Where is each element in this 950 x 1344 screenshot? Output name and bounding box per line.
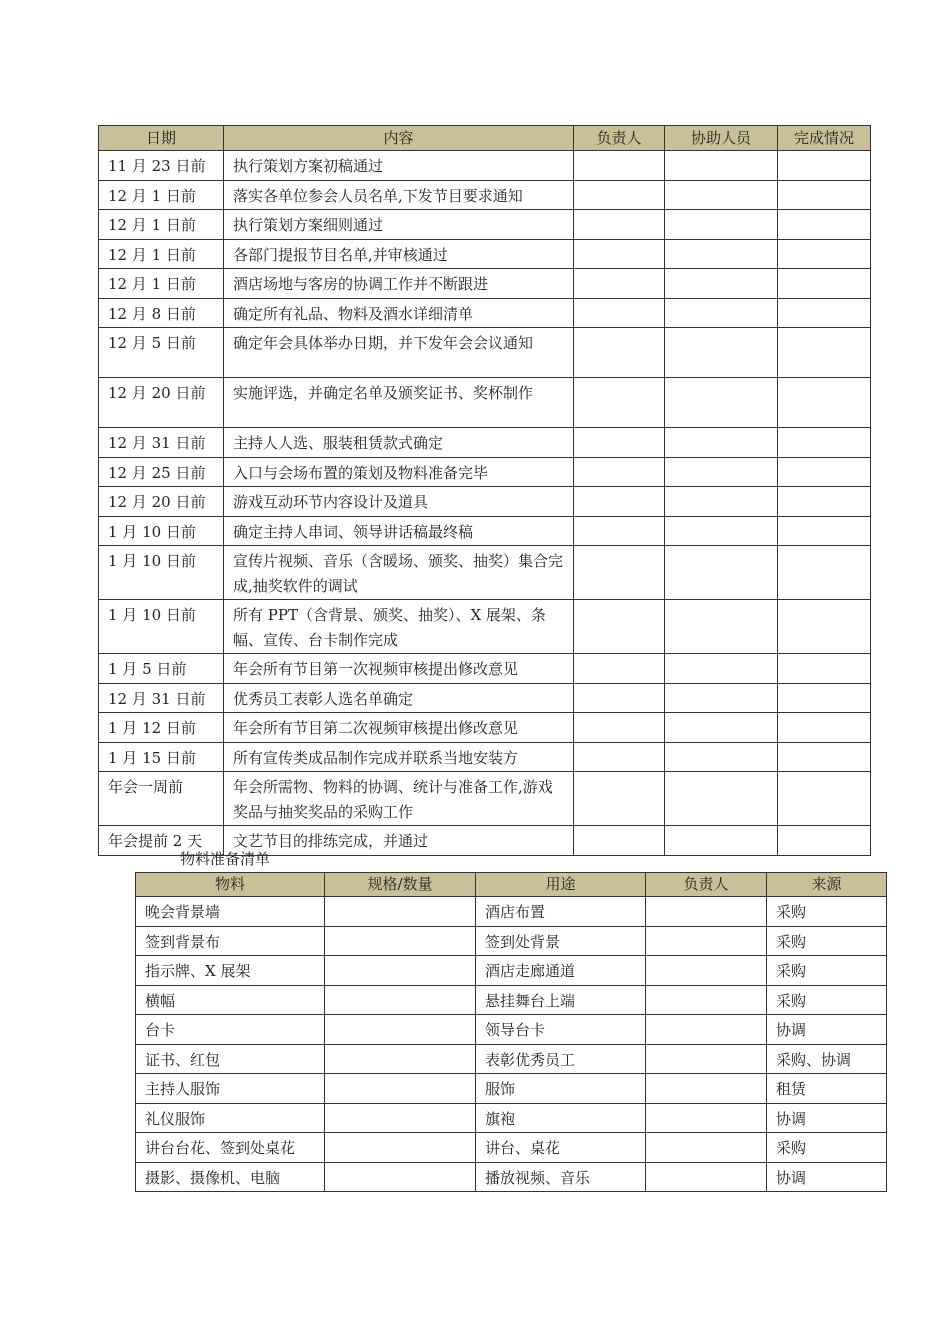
schedule-owner-cell bbox=[574, 546, 665, 600]
schedule-owner-cell bbox=[574, 457, 665, 487]
material-spec-cell bbox=[325, 1015, 476, 1045]
schedule-row bbox=[99, 328, 871, 378]
schedule-content-cell: 年会所有节目第二次视频审核提出修改意见 bbox=[224, 713, 574, 743]
schedule-assistant-cell bbox=[665, 487, 778, 517]
materials-body bbox=[136, 897, 887, 1192]
schedule-content-cell: 酒店场地与客房的协调工作并不断跟进 bbox=[224, 269, 574, 299]
schedule-date-cell: 1 月 10 日前 bbox=[99, 516, 224, 546]
material-usage-cell: 酒店布置 bbox=[476, 897, 646, 927]
material-owner-cell bbox=[646, 926, 767, 956]
material-spec-cell bbox=[325, 1044, 476, 1074]
schedule-status-cell bbox=[778, 654, 871, 684]
schedule-row bbox=[99, 487, 871, 517]
schedule-content-cell: 落实各单位参会人员名单,下发节目要求通知 bbox=[224, 180, 574, 210]
material-usage-cell: 酒店走廊通道 bbox=[476, 956, 646, 986]
materials-row bbox=[136, 1103, 887, 1133]
schedule-assistant-cell bbox=[665, 428, 778, 458]
material-source-cell: 协调 bbox=[767, 1103, 887, 1133]
schedule-content-cell: 宣传片视频、音乐（含暖场、颁奖、抽奖）集合完成,抽奖软件的调试 bbox=[224, 546, 574, 600]
schedule-content-cell: 确定所有礼品、物料及酒水详细清单 bbox=[224, 298, 574, 328]
material-source-cell: 采购、协调 bbox=[767, 1044, 887, 1074]
materials-row bbox=[136, 926, 887, 956]
schedule-status-cell bbox=[778, 378, 871, 428]
materials-row bbox=[136, 1162, 887, 1192]
schedule-owner-cell bbox=[574, 298, 665, 328]
material-item-cell: 主持人服饰 bbox=[136, 1074, 325, 1104]
schedule-owner-cell bbox=[574, 378, 665, 428]
material-owner-cell bbox=[646, 1133, 767, 1163]
material-item-cell: 指示牌、X 展架 bbox=[136, 956, 325, 986]
material-owner-cell bbox=[646, 1044, 767, 1074]
schedule-content-cell: 优秀员工表彰人选名单确定 bbox=[224, 683, 574, 713]
material-owner-cell bbox=[646, 1162, 767, 1192]
materials-row bbox=[136, 985, 887, 1015]
schedule-owner-cell bbox=[574, 654, 665, 684]
schedule-date-cell: 年会一周前 bbox=[99, 772, 224, 826]
schedule-row bbox=[99, 713, 871, 743]
schedule-date-cell: 11 月 23 日前 bbox=[99, 151, 224, 181]
material-item-cell: 讲台台花、签到处桌花 bbox=[136, 1133, 325, 1163]
schedule-row bbox=[99, 654, 871, 684]
schedule-content-cell: 确定主持人串词、领导讲话稿最终稿 bbox=[224, 516, 574, 546]
material-spec-cell bbox=[325, 897, 476, 927]
schedule-content-cell: 各部门提报节目名单,并审核通过 bbox=[224, 239, 574, 269]
header-source: 来源 bbox=[767, 873, 887, 897]
schedule-status-cell bbox=[778, 600, 871, 654]
schedule-row bbox=[99, 516, 871, 546]
schedule-assistant-cell bbox=[665, 239, 778, 269]
material-source-cell: 采购 bbox=[767, 985, 887, 1015]
schedule-status-cell bbox=[778, 298, 871, 328]
schedule-date-cell: 1 月 10 日前 bbox=[99, 600, 224, 654]
schedule-row bbox=[99, 151, 871, 181]
material-source-cell: 采购 bbox=[767, 926, 887, 956]
schedule-owner-cell bbox=[574, 487, 665, 517]
schedule-content-cell: 确定年会具体举办日期，并下发年会会议通知 bbox=[224, 328, 574, 378]
material-item-cell: 摄影、摄像机、电脑 bbox=[136, 1162, 325, 1192]
schedule-owner-cell bbox=[574, 713, 665, 743]
header-item: 物料 bbox=[136, 873, 325, 897]
material-spec-cell bbox=[325, 1074, 476, 1104]
schedule-content-cell: 所有宣传类成品制作完成并联系当地安装方 bbox=[224, 742, 574, 772]
schedule-assistant-cell bbox=[665, 742, 778, 772]
schedule-assistant-cell bbox=[665, 210, 778, 240]
schedule-date-cell: 1 月 5 日前 bbox=[99, 654, 224, 684]
material-source-cell: 租赁 bbox=[767, 1074, 887, 1104]
schedule-content-cell: 执行策划方案初稿通过 bbox=[224, 151, 574, 181]
schedule-status-cell bbox=[778, 487, 871, 517]
schedule-assistant-cell bbox=[665, 457, 778, 487]
schedule-owner-cell bbox=[574, 151, 665, 181]
schedule-status-cell bbox=[778, 210, 871, 240]
schedule-date-cell: 12 月 8 日前 bbox=[99, 298, 224, 328]
materials-title: 物料准备清单 bbox=[180, 850, 271, 868]
schedule-date-cell: 1 月 12 日前 bbox=[99, 713, 224, 743]
schedule-assistant-cell bbox=[665, 298, 778, 328]
schedule-owner-cell bbox=[574, 516, 665, 546]
material-owner-cell bbox=[646, 985, 767, 1015]
schedule-row bbox=[99, 457, 871, 487]
schedule-row bbox=[99, 600, 871, 654]
schedule-date-cell: 12 月 1 日前 bbox=[99, 180, 224, 210]
material-item-cell: 签到背景布 bbox=[136, 926, 325, 956]
schedule-row bbox=[99, 742, 871, 772]
material-usage-cell: 表彰优秀员工 bbox=[476, 1044, 646, 1074]
schedule-assistant-cell bbox=[665, 180, 778, 210]
material-item-cell: 横幅 bbox=[136, 985, 325, 1015]
material-spec-cell bbox=[325, 926, 476, 956]
material-item-cell: 台卡 bbox=[136, 1015, 325, 1045]
material-source-cell: 采购 bbox=[767, 897, 887, 927]
schedule-status-cell bbox=[778, 713, 871, 743]
schedule-date-cell: 1 月 10 日前 bbox=[99, 546, 224, 600]
material-source-cell: 采购 bbox=[767, 1133, 887, 1163]
schedule-date-cell: 12 月 20 日前 bbox=[99, 487, 224, 517]
schedule-owner-cell bbox=[574, 328, 665, 378]
material-usage-cell: 悬挂舞台上端 bbox=[476, 985, 646, 1015]
schedule-status-cell bbox=[778, 239, 871, 269]
schedule-row bbox=[99, 428, 871, 458]
material-owner-cell bbox=[646, 897, 767, 927]
schedule-date-cell: 12 月 1 日前 bbox=[99, 210, 224, 240]
schedule-assistant-cell bbox=[665, 516, 778, 546]
schedule-row bbox=[99, 269, 871, 299]
schedule-row bbox=[99, 180, 871, 210]
header-spec: 规格/数量 bbox=[325, 873, 476, 897]
materials-row bbox=[136, 1133, 887, 1163]
schedule-table bbox=[98, 125, 871, 856]
material-usage-cell: 领导台卡 bbox=[476, 1015, 646, 1045]
schedule-status-cell bbox=[778, 269, 871, 299]
material-source-cell: 采购 bbox=[767, 956, 887, 986]
schedule-row bbox=[99, 683, 871, 713]
schedule-date-cell: 12 月 1 日前 bbox=[99, 269, 224, 299]
header-usage: 用途 bbox=[476, 873, 646, 897]
material-usage-cell: 播放视频、音乐 bbox=[476, 1162, 646, 1192]
schedule-content-cell: 文艺节目的排练完成，并通过 bbox=[224, 826, 574, 856]
material-spec-cell bbox=[325, 1103, 476, 1133]
schedule-assistant-cell bbox=[665, 683, 778, 713]
schedule-status-cell bbox=[778, 546, 871, 600]
materials-row bbox=[136, 1015, 887, 1045]
schedule-body bbox=[99, 151, 871, 856]
material-source-cell: 协调 bbox=[767, 1162, 887, 1192]
header-status: 完成情况 bbox=[778, 126, 871, 151]
schedule-content-cell: 所有 PPT（含背景、颁奖、抽奖）、X 展架、条幅、宣传、台卡制作完成 bbox=[224, 600, 574, 654]
schedule-assistant-cell bbox=[665, 269, 778, 299]
schedule-owner-cell bbox=[574, 772, 665, 826]
schedule-content-cell: 执行策划方案细则通过 bbox=[224, 210, 574, 240]
schedule-row bbox=[99, 210, 871, 240]
schedule-content-cell: 入口与会场布置的策划及物料准备完毕 bbox=[224, 457, 574, 487]
schedule-status-cell bbox=[778, 516, 871, 546]
material-owner-cell bbox=[646, 1015, 767, 1045]
schedule-owner-cell bbox=[574, 239, 665, 269]
schedule-assistant-cell bbox=[665, 378, 778, 428]
schedule-content-cell: 实施评选，并确定名单及颁奖证书、奖杯制作 bbox=[224, 378, 574, 428]
material-item-cell: 证书、红包 bbox=[136, 1044, 325, 1074]
materials-table bbox=[135, 872, 887, 1192]
material-spec-cell bbox=[325, 985, 476, 1015]
header-content: 内容 bbox=[224, 126, 574, 151]
material-owner-cell bbox=[646, 956, 767, 986]
schedule-status-cell bbox=[778, 742, 871, 772]
material-spec-cell bbox=[325, 1133, 476, 1163]
schedule-status-cell bbox=[778, 328, 871, 378]
material-usage-cell: 讲台、桌花 bbox=[476, 1133, 646, 1163]
schedule-row bbox=[99, 546, 871, 600]
schedule-date-cell: 12 月 5 日前 bbox=[99, 328, 224, 378]
schedule-date-cell: 12 月 20 日前 bbox=[99, 378, 224, 428]
schedule-content-cell: 年会所有节目第一次视频审核提出修改意见 bbox=[224, 654, 574, 684]
schedule-assistant-cell bbox=[665, 328, 778, 378]
material-item-cell: 晚会背景墙 bbox=[136, 897, 325, 927]
schedule-date-cell: 年会提前 2 天 bbox=[99, 826, 224, 856]
schedule-owner-cell bbox=[574, 683, 665, 713]
schedule-status-cell bbox=[778, 151, 871, 181]
schedule-date-cell: 12 月 25 日前 bbox=[99, 457, 224, 487]
schedule-assistant-cell bbox=[665, 772, 778, 826]
schedule-row bbox=[99, 298, 871, 328]
schedule-owner-cell bbox=[574, 742, 665, 772]
schedule-date-cell: 12 月 31 日前 bbox=[99, 428, 224, 458]
header-owner: 负责人 bbox=[646, 873, 767, 897]
material-usage-cell: 旗袍 bbox=[476, 1103, 646, 1133]
schedule-owner-cell bbox=[574, 428, 665, 458]
header-date: 日期 bbox=[99, 126, 224, 151]
material-owner-cell bbox=[646, 1103, 767, 1133]
materials-row bbox=[136, 1044, 887, 1074]
schedule-assistant-cell bbox=[665, 600, 778, 654]
header-assistant: 协助人员 bbox=[665, 126, 778, 151]
material-usage-cell: 服饰 bbox=[476, 1074, 646, 1104]
materials-row bbox=[136, 1074, 887, 1104]
schedule-row bbox=[99, 378, 871, 428]
materials-row bbox=[136, 897, 887, 927]
schedule-status-cell bbox=[778, 826, 871, 856]
schedule-date-cell: 12 月 1 日前 bbox=[99, 239, 224, 269]
schedule-status-cell bbox=[778, 772, 871, 826]
material-usage-cell: 签到处背景 bbox=[476, 926, 646, 956]
schedule-owner-cell bbox=[574, 210, 665, 240]
schedule-assistant-cell bbox=[665, 826, 778, 856]
schedule-assistant-cell bbox=[665, 151, 778, 181]
material-source-cell: 协调 bbox=[767, 1015, 887, 1045]
schedule-assistant-cell bbox=[665, 713, 778, 743]
schedule-content-cell: 游戏互动环节内容设计及道具 bbox=[224, 487, 574, 517]
schedule-header-row bbox=[99, 126, 871, 151]
schedule-date-cell: 12 月 31 日前 bbox=[99, 683, 224, 713]
schedule-status-cell bbox=[778, 457, 871, 487]
schedule-owner-cell bbox=[574, 600, 665, 654]
schedule-assistant-cell bbox=[665, 654, 778, 684]
material-spec-cell bbox=[325, 956, 476, 986]
schedule-status-cell bbox=[778, 683, 871, 713]
materials-row bbox=[136, 956, 887, 986]
schedule-status-cell bbox=[778, 180, 871, 210]
schedule-content-cell: 主持人人选、服装租赁款式确定 bbox=[224, 428, 574, 458]
materials-header-row bbox=[136, 873, 887, 897]
header-owner: 负责人 bbox=[574, 126, 665, 151]
schedule-owner-cell bbox=[574, 180, 665, 210]
schedule-row bbox=[99, 239, 871, 269]
schedule-content-cell: 年会所需物、物料的协调、统计与准备工作,游戏奖品与抽奖奖品的采购工作 bbox=[224, 772, 574, 826]
schedule-row bbox=[99, 772, 871, 826]
schedule-owner-cell bbox=[574, 269, 665, 299]
material-owner-cell bbox=[646, 1074, 767, 1104]
schedule-status-cell bbox=[778, 428, 871, 458]
material-spec-cell bbox=[325, 1162, 476, 1192]
material-item-cell: 礼仪服饰 bbox=[136, 1103, 325, 1133]
schedule-assistant-cell bbox=[665, 546, 778, 600]
schedule-date-cell: 1 月 15 日前 bbox=[99, 742, 224, 772]
schedule-owner-cell bbox=[574, 826, 665, 856]
